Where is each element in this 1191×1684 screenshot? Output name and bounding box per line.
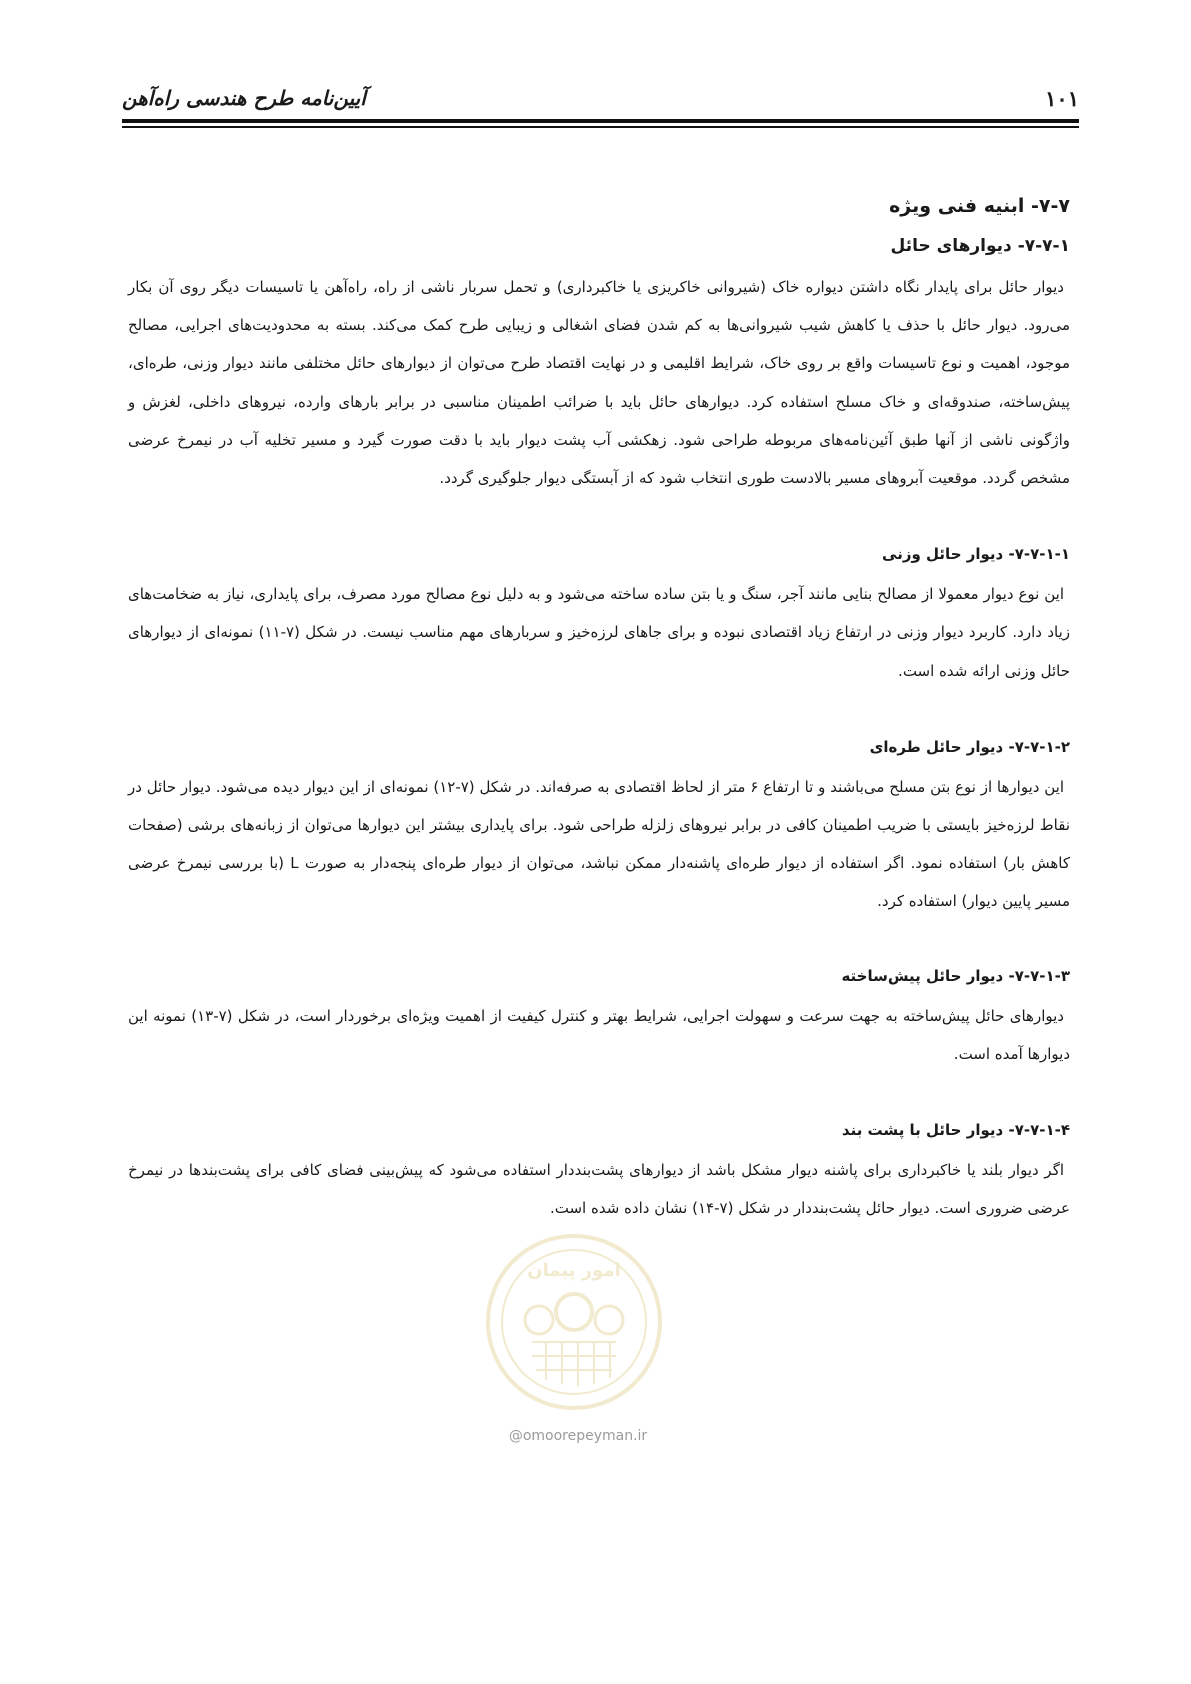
section-heading-7-1-1: ۷-۷-۱-۱- دیوار حائل وزنی	[882, 545, 1070, 564]
paragraph-retaining-walls: دیوار حائل برای پایدار نگاه داشتن دیواره خاک (شیروانی خاکریزی یا خاکبرداری) و تحمل سربار ناشی از راه، راه‌آهن یا تاسیسات دیگر روی آن بکار می‌رود. دیوار حائل با حذف یا کاهش شیب شیروانی‌ها به کم شدن فضای اشغالی و زیبایی طرح کمک می‌کند. بسته به محدودیت‌های اجرایی، مصالح موجود، اهمیت و نوع تاسیسات واقع بر روی خاک، شرایط اقلیمی و در نهایت اقتصاد طرح می‌توان از دیوارهای حائل مختلفی مانند دیوار وزنی، طره‌ای، پیش‌ساخته، صندوقه‌ای و خاک مسلح استفاده کرد. دیوارهای حائل باید با ضرائب اطمینان مناسبی در برابر بارهای وارده، نیروهای داخلی، لغزش و واژگونی ناشی از آنها طبق آئین‌نامه‌های مربوطه طراحی شود. زهکشی آب پشت دیوار باید با دقت صورت گیرد و مسیر تخلیه آب در نیمرخ عرضی مشخص گردد. موقعیت آبروهای مسیر بالادست طوری انتخاب شود که از آبستگی دیوار جلوگیری گردد.	[128, 278, 1070, 488]
section-heading-7: ۷-۷- ابنیه فنی ویژه	[889, 195, 1070, 217]
watermark-seal-icon	[484, 1232, 664, 1412]
section-heading-7-1-2: ۷-۷-۱-۲- دیوار حائل طره‌ای	[869, 737, 1070, 756]
section-heading-7-1: ۷-۷-۱- دیوارهای حائل	[890, 236, 1070, 256]
paragraph-gravity-wall: این نوع دیوار معمولا از مصالح بنایی مانند آجر، سنگ و یا بتن ساده ساخته می‌شود و به دلیل نوع مصالح مورد مصرف، برای پایداری، نیاز به ضخامت‌های زیاد دارد. کاربرد دیوار وزنی در ارتفاع زیاد اقتصادی نبوده و برای جاهای لرزه‌خیز و سربارهای مهم مناسب نیست. در شکل (۷-۱۱) نمونه‌ای از دیوارهای حائل وزنی ارائه شده است.	[128, 585, 1071, 680]
section-heading-7-1-3: ۷-۷-۱-۳- دیوار حائل پیش‌ساخته	[841, 966, 1070, 985]
paragraph-precast-wall: دیوارهای حائل پیش‌ساخته به جهت سرعت و سهولت اجرایی، شرایط بهتر و کنترل کیفیت از اهمیت ویژه‌ای برخوردار است، در شکل (۷-۱۳) نمونه این دیوارها آمده است.	[128, 1006, 1070, 1063]
page-number: ۱۰۱	[1045, 86, 1079, 111]
page-content	[128, 188, 1070, 1227]
running-title: آیین‌نامه طرح هندسی راه‌آهن	[122, 86, 366, 110]
paragraph-counterfort-wall: اگر دیوار بلند یا خاکبرداری برای پاشنه دیوار مشکل باشد از دیوارهای پشت‌بنددار استفاده می‌شود که پیش‌بینی فضای کافی برای پشت‌بندها در نیمرخ عرضی ضروری است. دیوار حائل پشت‌بنددار در شکل (۷-۱۴) نشان داده شده است.	[128, 1161, 1070, 1218]
page-header	[122, 78, 1079, 136]
paragraph-cantilever-wall: این دیوارها از نوع بتن مسلح می‌باشند و تا ارتفاع ۶ متر از لحاظ اقتصادی به صرفه‌اند. در شکل (۷-۱۲) نمونه‌ای از این دیوار دیده می‌شود. دیوار حائل در نقاط لرزه‌خیز بایستی با ضریب اطمینان کافی در برابر نیروهای زلزله طراحی شود. برای پایداری بیشتر این دیوارها می‌توان از زبانه‌های برشی (صفحات کاهش بار) استفاده نمود. اگر استفاده از دیوار طره‌ای پاشنه‌دار ممکن نباشد، می‌توان از دیوار طره‌ای پنجه‌دار به صورت L (با بررسی نیمرخ عرضی مسیر پایین دیوار) استفاده کرد.	[128, 777, 1070, 911]
watermark-text: امور پیمان	[527, 1260, 621, 1281]
watermark-url: @omoorepeyman.ir	[508, 1428, 648, 1444]
header-rule-thick	[122, 119, 1079, 123]
header-rule-thin	[122, 126, 1079, 128]
section-heading-7-1-4: ۷-۷-۱-۴- دیوار حائل با پشت بند	[841, 1121, 1070, 1140]
